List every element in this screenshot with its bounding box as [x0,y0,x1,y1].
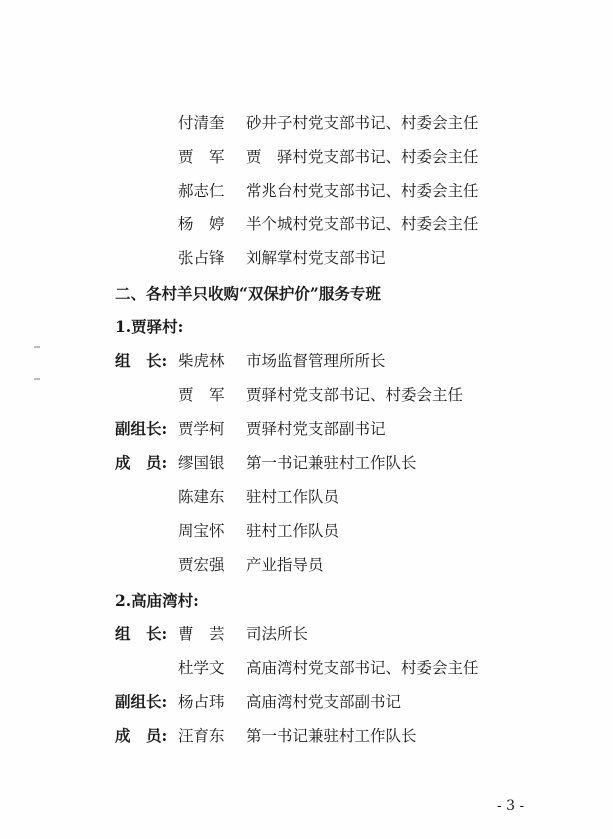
person-post: 常兆台村党支部书记、村委会主任 [246,182,479,200]
member-role: 副组长: [115,692,168,711]
person-post: 刘解掌村党支部书记 [246,249,386,267]
person-name: 陈建东 [178,488,225,506]
person-name: 贾 军 [178,386,225,404]
village-title: 2.高庙湾村: [115,591,199,610]
person-name: 郝志仁 [178,182,225,200]
person-name: 贾 军 [178,148,225,166]
member-role: 副组长: [115,419,168,438]
person-post: 贾驿村党支部书记、村委会主任 [246,386,464,404]
scan-mark [34,378,40,380]
person-post: 第一书记兼驻村工作队长 [246,727,417,745]
member-role: 组 长: [115,351,168,370]
person-name: 贾学柯 [178,420,225,438]
person-name: 柴虎林 [178,352,225,370]
person-name: 缪国银 [178,454,225,472]
person-name: 曹 芸 [178,625,225,643]
member-role: 成 员: [115,453,168,472]
person-post: 贾驿村党支部副书记 [246,420,386,438]
person-post: 贾 驿村党支部书记、村委会主任 [246,148,479,166]
person-post: 驻村工作队员 [246,488,340,506]
person-post: 半个城村党支部书记、村委会主任 [246,215,479,233]
person-post: 第一书记兼驻村工作队长 [246,454,417,472]
village-title: 1.贾驿村: [115,317,184,336]
member-role: 成 员: [115,726,168,745]
person-post: 高庙湾村党支部副书记 [246,693,402,711]
person-name: 贾宏强 [178,556,225,574]
person-name: 杨 婷 [178,215,225,233]
person-post: 驻村工作队员 [246,522,340,540]
person-post: 产业指导员 [246,556,324,574]
person-post: 砂井子村党支部书记、村委会主任 [246,114,479,132]
person-post: 市场监督管理所所长 [246,352,386,370]
person-name: 杨占玮 [178,693,225,711]
person-post: 高庙湾村党支部书记、村委会主任 [246,659,479,677]
page-number: - 3 - [497,798,525,814]
scan-mark [34,346,40,348]
person-name: 周宝怀 [178,522,225,540]
person-name: 付清奎 [178,114,225,132]
section-title: 二、各村羊只收购“双保护价”服务专班 [115,284,381,303]
member-role: 组 长: [115,624,168,643]
person-name: 杜学文 [178,659,225,677]
person-name: 张占锋 [178,249,225,267]
person-post: 司法所长 [246,625,309,643]
person-name: 汪育东 [178,727,225,745]
